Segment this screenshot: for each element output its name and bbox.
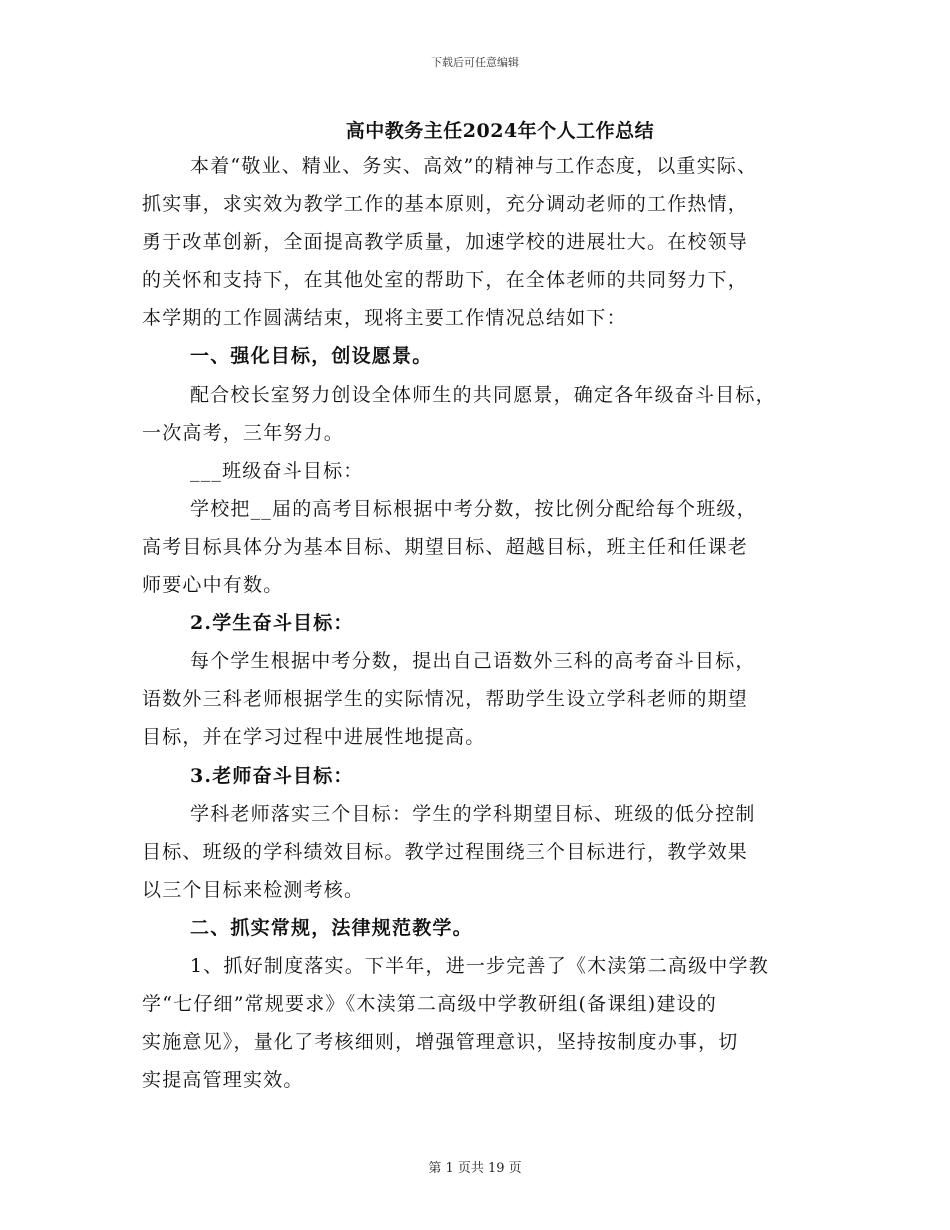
subheading-line: ___班级奋斗目标： [190, 459, 364, 482]
paragraph-line: 实施意见》，量化了考核细则，增强管理意识，坚持按制度办事，切 [142, 1031, 739, 1054]
paragraph-line: 目标，并在学习过程中进展性地提高。 [142, 726, 486, 749]
section-heading: 二、抓实常规，法律规范教学。 [190, 916, 473, 939]
paragraph-line: 学“七仔细”常规要求》《木渎第二高级中学教研组(备课组)建设的 [142, 993, 717, 1016]
paragraph-line: 师要心中有数。 [142, 574, 284, 597]
document-body [142, 147, 817, 1099]
paragraph-line: 本着“敬业、精业、务实、高效”的精神与工作态度，以重实际、 [190, 155, 758, 177]
paragraph-line: 一次高考，三年努力。 [142, 421, 345, 444]
paragraph-line: 学科老师落实三个目标：学生的学科期望目标、班级的低分控制 [190, 802, 756, 825]
paragraph-line: 学校把__届的高考目标根据中考分数，按比例分配给每个班级， [190, 497, 757, 520]
paragraph-line: 本学期的工作圆满结束，现将主要工作情况总结如下： [142, 307, 627, 330]
paragraph-line: 配合校长室努力创设全体师生的共同愿景，确定各年级奋斗目标， [190, 383, 776, 406]
paragraph-line: 勇于改革创新，全面提高教学质量，加速学校的进展壮大。在校领导 [142, 231, 749, 254]
subheading-line: 3.老师奋斗目标： [190, 764, 354, 787]
paragraph-line: 1、抓好制度落实。下半年，进一步完善了《木渎第二高级中学教 [190, 954, 769, 977]
paragraph-line: 语数外三科老师根据学生的实际情况，帮助学生设立学科老师的期望 [142, 688, 749, 711]
section-heading: 一、强化目标，创设愿景。 [190, 345, 433, 368]
paragraph-line: 实提高管理实效。 [142, 1069, 304, 1092]
document-title: 高中教务主任2024年个人工作总结 [345, 120, 655, 142]
page-footer: 第 1 页共 19 页 [428, 1161, 522, 1176]
paragraph-line: 高考目标具体分为基本目标、期望目标、超越目标，班主任和任课老 [142, 535, 749, 558]
paragraph-line: 以三个目标来检测考核。 [142, 878, 365, 901]
paragraph-line: 每个学生根据中考分数，提出自己语数外三科的高考奋斗目标， [190, 650, 756, 673]
header-note: 下载后可任意编辑 [431, 56, 519, 69]
subheading-line: 2.学生奋斗目标： [190, 612, 354, 635]
paragraph-line: 抓实事，求实效为教学工作的基本原则，充分调动老师的工作热情， [142, 193, 749, 216]
paragraph-line: 的关怀和支持下，在其他处室的帮助下，在全体老师的共同努力下， [142, 269, 749, 292]
paragraph-line: 目标、班级的学科绩效目标。教学过程围绕三个目标进行，教学效果 [142, 840, 749, 863]
